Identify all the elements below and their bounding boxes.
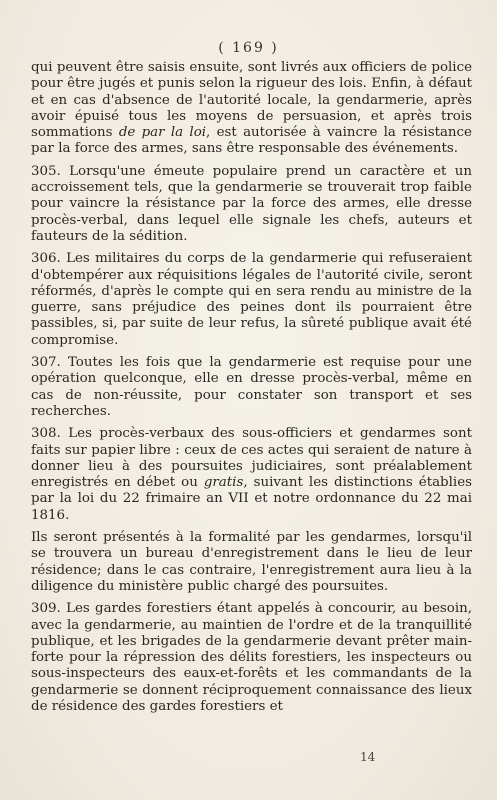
italic-text: gratis [203,475,244,491]
paragraph-art-309 [31,601,472,715]
body-text [31,60,472,721]
paragraph-art-305 [31,164,472,245]
text-run: qui peuvent être saisis ensuite, sont livrés aux officiers de police pour être jugés et punis selon la rigueur des lois. Enfin, à défaut et en cas d'absence de l'autorité locale, la gendarmerie, après avoir épuisé tous les moyens de persuasion, et après trois sommations [31,60,472,141]
paragraph-art-308 [31,426,472,524]
signature-mark: 14 [360,750,376,764]
text-run: , suivant les distinctions établies par la loi du 22 frimaire an VII et notre ordonnance du 22 mai 1816. [31,475,472,523]
paragraph-art-306 [31,251,472,349]
paragraph-art-307 [31,355,472,420]
text-run: Ils seront présentés à la formalité par les gendarmes, lorsqu'il se trouvera un bureau d'enregistrement dans le lieu de leur résidence; dans le cas contraire, l'enregistrement aura lieu à la diligence du ministère public chargé des poursuites. [31,530,472,594]
text-run: 305. Lorsqu'une émeute populaire prend un caractère et un accroissement tels, que la gendarmerie se trouverait trop faible pour vaincre la résistance par la force des armes, elle dresse procès-verbal, dans lequel elle signale les chefs, auteurs et fauteurs de la sédition. [31,163,472,244]
text-run: 309. Les gardes forestiers étant appelés à concourir, au besoin, avec la gendarmerie, au maintien de l'ordre et de la tranquillité publique, et les brigades de la gendarmerie devant prêter main-forte pour la répression des délits forestiers, les inspecteurs ou sous-inspecteurs des eaux-et-forêts et les commandants de la gendarmerie se donnent réciproquement connaissance des lieux de résidence des gardes forestiers et [31,601,472,714]
paragraph-art-308-b [31,530,472,595]
text-run: , est autorisée à vaincre la résistance par la force des armes, sans être responsable des événements. [31,125,472,157]
text-run: 306. Les militaires du corps de la gendarmerie qui refuseraient d'obtempérer aux réquisitions légales de l'autorité civile, seront réformés, d'après le compte qui en sera rendu au ministre de la guerre, sans préjudice des peines dont ils pourraient être passibles, si, par suite de leur refus, la sûreté publique avait été compromise. [31,251,472,348]
paragraph-continuation [31,60,472,158]
italic-text: de par la loi [118,125,207,141]
text-run: 307. Toutes les fois que la gendarmerie est requise pour une opération quelconque, elle en dresse procès-verbal, même en cas de non-réussite, pour constater son transport et ses recherches. [31,355,472,419]
page-number: ( 169 ) [218,40,279,56]
text-run: 308. Les procès-verbaux des sous-officiers et gendarmes sont faits sur papier libre : ceux de ces actes qui seraient de nature à donner lieu à des poursuites judiciaires, sont préalablement enregistrés en débet ou [31,426,472,491]
